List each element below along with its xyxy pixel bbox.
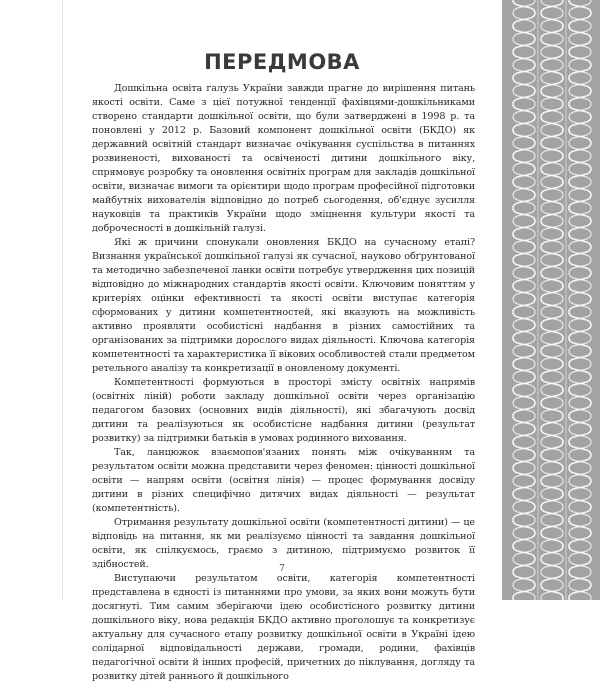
paragraph-5: Отримання результату дошкільної освіти (компетентності дитини) — це відповідь на питання, як ми реалізуємо цінності та завдання дошкільної освіти, як спілкуємось, граємо з дитиною, підтримуємо розвиток її здібностей. (92, 517, 475, 570)
ornament-stroke (541, 585, 563, 600)
paragraph-4: Так, ланцюжок взаємопов'язаних понять між очікуванням та результатом освіти можна представити через феномен: цінності дошкільної освіти — напрям освіти (освітня лінія) — процес формування досвіду дитини в різних специфічно дитячих видах діяльності — результат (компетентність). (92, 447, 475, 514)
ornamental-border-pattern (502, 0, 600, 600)
ornament-stroke (541, 585, 563, 600)
page-title: ПЕРЕДМОВА (204, 50, 360, 74)
page-number: 7 (279, 564, 285, 574)
decorative-side-border (502, 0, 600, 600)
paragraph-1: Дошкільна освіта галузь України завжди прагне до вирішення питань якості освіти. Саме з цієї потужної тенденції фахівцями-дошкільниками створено стандарти дошкільної освіти, що були затверджені в 1998 р. та поновлені у 2012 р. Базовий компонент дошкільної освіти (БКДО) як державний освітній стандарт визначає очікування суспільства в питаннях розвиненості, вихованості та освіченості дитини дошкільного віку, спрямовує розробку та оновлення освітніх програм для закладів дошкільної освіти, визначає вимоги та орієнтири щодо програм професійної підготовки майбутніх вихователів відповідно до потреб сьогодення, об'єднує зусилля науковців та практиків України щодо зміцнення культури якості та доброчесності в дошкільній галузі. (92, 83, 475, 234)
ornament-stroke (541, 0, 563, 13)
paragraph-3: Компетентності формуються в просторі змісту освітніх напрямів (освітніх ліній) роботи закладу дошкільної освіти через організацію педагогом базових (основних видів діяльності), які збагачують досвід дитини та реалізуються як особистісне надбання дитини (результат розвитку) за підтримки батьків в умовах родинного виховання. (92, 377, 475, 444)
paragraph-2: Які ж причини спонукали оновлення БКДО на сучасному етапі? Визнання української дошкільної галузі як сучасної, науково обґрунтованої та методично забезпеченої ланки освіти потребує утвердження цих позицій відповідно до міжнародних стандартів якості освіти. Ключовим поняттям у критеріях оцінки ефективності та якості освіти виступає категорія сформованих у дитини компетентностей, які вказують на можливість активно проявляти особистісні надбання в різних самостійних та організованих за підтримки дорослого видах діяльності. Ключова категорія компетентності та характеристика її вікових особливостей стали предметом ретельного аналізу та конкретизації в оновленому документі. (92, 237, 475, 374)
paragraph-6: Виступаючи результатом освіти, категорія компетентності представлена в єдності із питаннями про умови, за яких вони можуть бути досягнуті. Тим самим зберігаючи ідею особистісного розвитку дитини дошкільного віку, нова редакція БКДО активно проголошує та конкретизує актуальну для сучасного етапу розвитку дошкільної освіти в Україні ідею солідарної відповідальності держави, громади, родини, фахівців педагогічної освіти й інших професій, причетних до піклування, догляду та розвитку дітей раннього й дошкільного (92, 573, 475, 682)
page-edge-line (62, 0, 63, 600)
body-text (92, 82, 475, 684)
